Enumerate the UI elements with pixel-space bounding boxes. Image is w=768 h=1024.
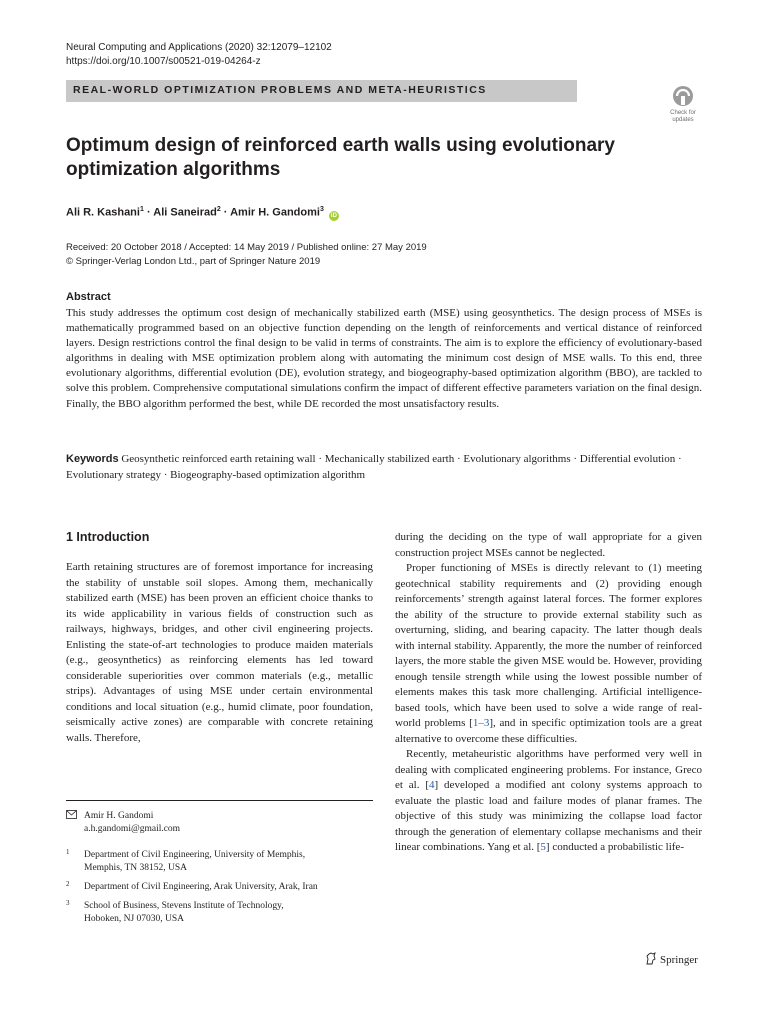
intro-paragraph [395,561,702,747]
citation-link[interactable]: 4 [429,779,435,791]
orcid-icon[interactable]: iD [330,212,337,219]
paragraph-text: Proper functioning of MSEs is directly relevant to (1) meeting geotechnical stability requirements and (2) providing enough reinforcements’ strength against lateral forces. The former explores the ability of the structure to provide external stability such as overturning, sliding, and bearing capacity. The latter though deals with internal stability. Apparently, the more the number of reinforced layers, the more stable the given MSE would be. However, providing enough tensile strength while using the lowest possible number of elements makes this task more challenging. Artificial intelligence-based tools, which have been used to solve a wide range of real-world problems [ [395,562,702,729]
affiliation-footnote [66,881,373,895]
keywords-label: Keywords [66,453,119,465]
intro-paragraph [395,747,702,856]
section-banner [66,80,577,102]
author-name[interactable]: Ali R. Kashani [66,206,140,219]
author-name[interactable]: Ali Saneirad [153,206,217,219]
intro-paragraph: during the deciding on the type of wall appropriate for a given construction project MSEs cannot be neglected. [395,531,702,559]
journal-citation: Neural Computing and Applications (2020) 32:12079–12102 [66,42,332,53]
paper-title: Optimum design of reinforced earth walls using evolutionary optimization algorithms [66,135,615,180]
paragraph-text: ], and in specific optimization tools are a great alternative to overcome these difficulties. [395,717,702,745]
publication-dates: Received: 20 October 2018 / Accepted: 14 May 2019 / Published online: 27 May 2019 [66,242,427,253]
author-separator: · [223,206,231,219]
envelope-icon [66,810,77,825]
affiliation-footnote [66,900,373,928]
paragraph-text: ] conducted a probabilistic life- [545,841,684,853]
corresponding-author-name: Amir H. Gandomi [84,811,154,821]
affiliation-line: Department of Civil Engineering, Arak University, Arak, Iran [84,882,318,892]
citation-link[interactable]: 5 [540,841,546,853]
affiliation-line: Hoboken, NJ 07030, USA [84,914,185,924]
copyright-notice: © Springer-Verlag London Ltd., part of Springer Nature 2019 [66,256,321,267]
section-banner-label: REAL-WORLD OPTIMIZATION PROBLEMS AND META-HEURISTICS [73,84,487,96]
footnote-divider [66,800,373,801]
badge-line-1: Check for [670,110,696,116]
affiliation-line: Department of Civil Engineering, University of Memphis, [84,850,306,860]
author-separator: · [146,206,154,219]
left-column [66,560,373,746]
intro-paragraph: Earth retaining structures are of foremost importance for increasing the stability of unstable soil slopes. Among them, mechanically stabilized earth (MSE) has been proven an efficient choice thanks to its wide applicability in various fields of construction such as railways, highways, bridges, and other civil engineering projects. Enlisting the state-of-art technologies to produce maiden materials (e.g., geosynthetics) as reinforcing elements has led toward considerable superiorities over common materials (e.g., metallic strips). Advantages of using MSE under certain environmental conditions and local situation (e.g., humid climate, poor foundation, seismically active zones) are comparable with concrete retaining walls. Therefore, [66,561,373,744]
doi-link[interactable]: https://doi.org/10.1007/s00521-019-04264-z [66,56,261,67]
author-affiliation-mark: 3 [319,206,324,213]
affiliation-number: 1 [66,848,70,856]
right-column [395,530,702,856]
check-for-updates-badge[interactable] [664,84,702,124]
paragraph-text: ] developed a modified ant colony systems approach to evaluate the plastic load and failure modes of planar frames. The objective of this study was minimizing the collapse load factor through the generation of elementary collapse mechanisms and their linear combinations. Yang et al. [ [395,779,702,853]
author-affiliation-mark: 2 [216,206,221,213]
section-heading-introduction: 1 Introduction [66,530,150,544]
corresponding-author-footnote [66,810,373,840]
check-for-updates-icon [664,84,702,124]
affiliation-footnote [66,849,373,877]
abstract-heading: Abstract [66,291,111,303]
springer-horse-icon [645,952,657,965]
keywords-text: Geosynthetic reinforced earth retaining wall · Mechanically stabilized earth · Evolutionary algorithms · Differential evolution · Evolutionary strategy · Biogeography-based optimization algorithm [66,453,682,481]
author-name[interactable]: Amir H. Gandomi [230,206,320,219]
affiliation-number: 2 [66,880,70,888]
affiliation-line: Memphis, TN 38152, USA [84,863,188,873]
publisher-footer [645,952,698,966]
keywords-block [66,452,702,483]
publisher-name: Springer [660,954,698,966]
author-affiliation-mark: 1 [139,206,144,213]
affiliation-number: 3 [66,899,70,907]
corresponding-author-email[interactable]: a.h.gandomi@gmail.com [84,824,181,834]
badge-line-2: updates [672,117,694,123]
citation-link[interactable]: 1–3 [472,717,490,729]
paragraph-text: Recently, metaheuristic algorithms have performed very well in dealing with complicated engineering problems. For instance, Greco et al. [ [395,748,702,791]
abstract-body: This study addresses the optimum cost design of mechanically stabilized earth (MSE) using geosynthetics. The design process of MSEs is mathematically programmed based on an objective function depending on the length of reinforcements and vertical distance of reinforced layers. Design restrictions control the final design to be valid in terms of constraints. The aim is to explore the efficiency of evolutionary-based algorithms in dealing with MSE optimization problem along with automating the minimum cost design of MSE walls. To this end, three evolutionary algorithms, differential evolution (DE), evolution strategy, and biogeography-based optimization algorithm (BBO), are tackled to solve this problem. Comprehensive computational simulations confirm the impact of different effective parameters variation on the final design. Finally, the BBO algorithm performed the best, while DE recorded the most unsatisfactory results. [66,307,702,410]
author-list [66,203,339,221]
affiliation-line: School of Business, Stevens Institute of Technology, [84,901,284,911]
